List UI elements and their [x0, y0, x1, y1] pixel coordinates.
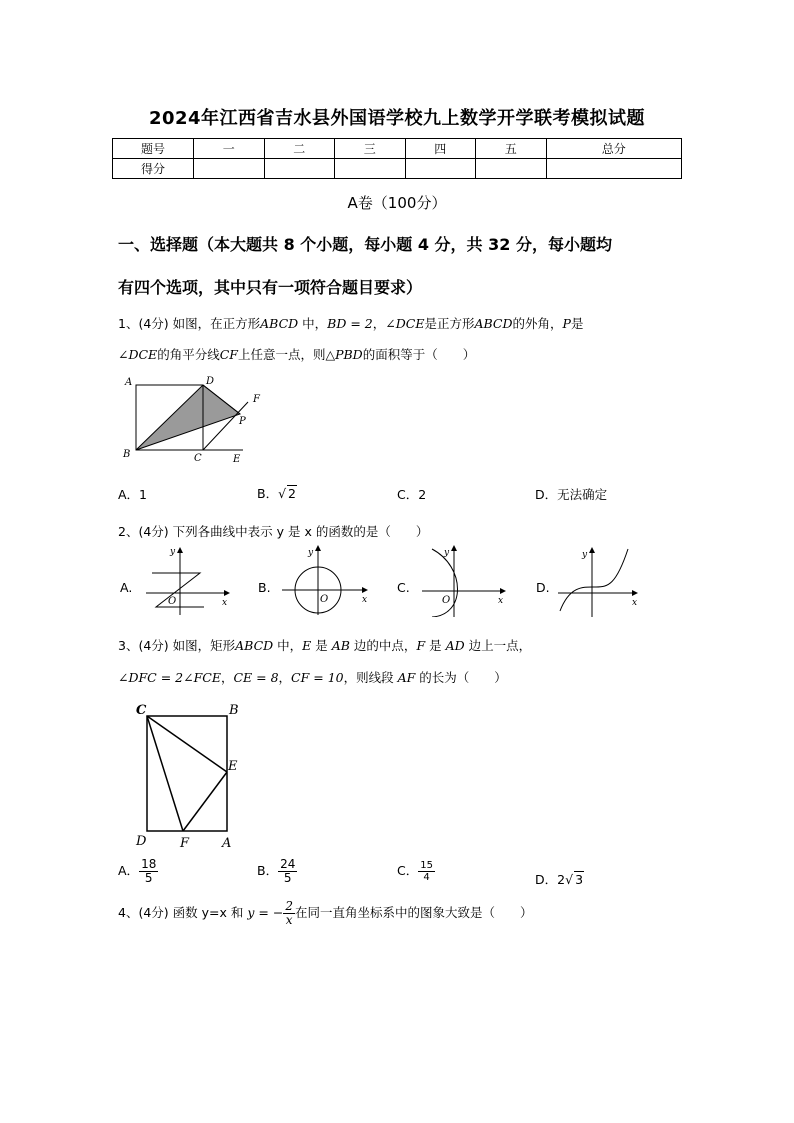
part-heading-line2: 有四个选项，其中只有一项符合题目要求）	[118, 278, 423, 297]
q1-math-abcd2: ABCD	[474, 316, 513, 331]
q2-a-origin: O	[168, 596, 177, 607]
q2-c-x: x	[498, 596, 504, 606]
score-cell[interactable]	[476, 159, 547, 179]
q4-line	[118, 900, 532, 927]
q1-text: 是正方形	[424, 316, 475, 331]
q3-text: 的长为（ ）	[415, 670, 507, 685]
q2-text: 2、(4分) 下列各曲线中表示 y 是 x 的函数的是（ ）	[118, 524, 429, 539]
score-cell[interactable]	[335, 159, 406, 179]
q1-math-dce2: ∠DCE	[118, 347, 158, 362]
q3-option-d[interactable]: D．2√ 3	[535, 872, 584, 887]
q1-label-b: B	[123, 449, 131, 460]
fraction-numerator: 2	[285, 899, 293, 913]
q3-math-ad: AD	[445, 638, 465, 653]
q1-text: 的角平分线	[157, 347, 220, 362]
q2-option-a[interactable]: A.	[120, 580, 133, 595]
q1-math-abcd: ABCD	[260, 316, 299, 331]
section-title: A卷（100分）	[347, 194, 447, 212]
q1-figure	[118, 370, 268, 466]
q3-math-ce: CE = 8	[233, 670, 279, 685]
q1-option-d[interactable]: D．无法确定	[535, 487, 608, 502]
q3-text: ，	[278, 670, 292, 685]
q2-b-origin: O	[320, 594, 329, 605]
q3-math-abcd: ABCD	[235, 638, 274, 653]
q3-math-f: F	[416, 638, 426, 653]
q3-label-b: B	[229, 703, 239, 718]
q3-figure	[130, 697, 255, 852]
q3-option-d-label: D．	[535, 872, 558, 887]
part-heading-line1: 一、选择题（本大题共 8 个小题，每小题 4 分，共 32 分，每小题均	[118, 235, 612, 254]
q2-graph-a	[140, 545, 232, 617]
q1-text: 中，	[298, 316, 328, 331]
score-header-cell: 三	[335, 139, 406, 159]
q3-option-a-label: A．	[118, 863, 140, 878]
q3-line2	[118, 668, 507, 686]
q2-b-x: x	[362, 595, 368, 605]
q3-option-a[interactable]	[118, 858, 158, 885]
q1-text: ，	[372, 316, 386, 331]
q2-a-y: y	[170, 547, 176, 557]
q1-text: 上任意一点，则△	[237, 347, 336, 362]
q3-text: 是	[311, 638, 332, 653]
q1-prefix: 1、(4分) 如图，在正方形	[118, 316, 261, 331]
q1-label-a: A	[125, 377, 133, 388]
q3-math-af: AF	[397, 670, 416, 685]
q3-line1	[118, 636, 531, 654]
q4-fraction	[283, 900, 295, 927]
q1-text: 的外角，	[512, 316, 563, 331]
q1-math-bd: BD = 2	[327, 316, 373, 331]
q3-option-b[interactable]	[257, 858, 297, 885]
q2-c-origin: O	[442, 595, 451, 606]
q4-suffix: 在同一直角坐标系中的图象大致是（ ）	[294, 905, 533, 920]
q1-math-p: P	[562, 316, 571, 331]
q3-text: 边的中点，	[349, 638, 417, 653]
fraction-numerator: 18	[141, 857, 157, 871]
q3-label-a: A	[222, 836, 232, 851]
score-table-score-row	[113, 159, 682, 179]
q1-option-b[interactable]: B．√ 2	[257, 486, 296, 501]
q4-prefix: 4、(4分) 函数 y=x 和	[118, 905, 244, 920]
q2-option-b[interactable]: B.	[258, 580, 271, 595]
q1-option-b-value: 2	[288, 486, 296, 501]
score-cell[interactable]	[405, 159, 476, 179]
q3-math-angle: ∠DFC = 2∠FCE	[118, 670, 221, 685]
q2-graph-c	[418, 545, 510, 617]
q1-option-b-label: B．	[257, 486, 279, 501]
q3-text: 是	[425, 638, 446, 653]
q2-option-d[interactable]: D.	[536, 580, 550, 595]
q3-text: 中，	[273, 638, 303, 653]
q3-label-c: C	[136, 703, 147, 718]
q1-label-f: F	[253, 394, 260, 405]
q3-math-cf: CF = 10	[291, 670, 344, 685]
q2-b-y: y	[308, 548, 314, 558]
q3-option-b-label: B．	[257, 863, 279, 878]
fraction-denominator: x	[285, 913, 293, 927]
q2-a-x: x	[222, 598, 228, 608]
score-table	[112, 138, 682, 179]
q1-label-d: D	[206, 376, 215, 387]
fraction-numerator: 15	[420, 860, 433, 871]
q1-option-a[interactable]: A．1	[118, 487, 148, 502]
fraction-denominator: 4	[423, 872, 430, 883]
q3-option-c-fraction	[418, 860, 435, 883]
q1-label-c: C	[194, 453, 202, 464]
score-header-cell: 二	[264, 139, 335, 159]
score-header-cell: 五	[476, 139, 547, 159]
score-header-cell: 题号	[113, 139, 194, 159]
q1-line2	[118, 345, 475, 363]
score-row-label: 得分	[113, 159, 194, 179]
fraction-numerator: 24	[280, 857, 296, 871]
q3-label-d: D	[136, 834, 147, 849]
score-header-cell: 总分	[546, 139, 682, 159]
q3-math-ab: AB	[331, 638, 350, 653]
score-header-cell: 一	[194, 139, 265, 159]
q3-option-d-radicand: 3	[575, 872, 584, 887]
q2-graph-d	[556, 545, 648, 617]
q3-math-e: E	[302, 638, 312, 653]
q2-graph-b	[278, 545, 370, 617]
q1-math-pbd: PBD	[335, 347, 363, 362]
q4-eq-left: y = −	[247, 905, 284, 920]
q3-text: ，	[220, 670, 234, 685]
q1-text: 是	[570, 316, 584, 331]
score-cell[interactable]	[264, 159, 335, 179]
fraction-denominator: 5	[283, 871, 292, 885]
score-table-header-row	[113, 139, 682, 159]
score-header-cell: 四	[405, 139, 476, 159]
q1-line1	[118, 314, 583, 332]
q1-math-cf: CF	[219, 347, 238, 362]
fraction-denominator: 5	[144, 871, 153, 885]
q1-option-c[interactable]: C．2	[397, 487, 427, 502]
q3-option-c-label: C．	[397, 863, 419, 878]
score-cell[interactable]	[194, 159, 265, 179]
q3-text: 边上一点，	[464, 638, 532, 653]
q3-option-b-fraction	[278, 858, 297, 885]
q1-text: 的面积等于（ ）	[362, 347, 476, 362]
q2-d-x: x	[632, 598, 638, 608]
q3-prefix: 3、(4分) 如图，矩形	[118, 638, 236, 653]
q3-label-e: E	[228, 759, 238, 774]
q2-d-y: y	[582, 550, 588, 560]
q2-option-c[interactable]: C.	[397, 580, 410, 595]
q3-label-f: F	[180, 836, 190, 851]
score-cell[interactable]	[546, 159, 682, 179]
q1-label-e: E	[233, 454, 241, 465]
q3-option-d-coef: 2	[557, 872, 566, 887]
q1-math-dce: ∠DCE	[385, 316, 425, 331]
q1-label-p: P	[239, 416, 246, 427]
q2-c-y: y	[444, 548, 450, 558]
q3-text: ，则线段	[343, 670, 398, 685]
q3-option-c[interactable]	[397, 860, 435, 883]
q3-option-a-fraction	[139, 858, 158, 885]
page-title: 2024年江西省吉水县外国语学校九上数学开学联考模拟试题	[148, 108, 646, 129]
